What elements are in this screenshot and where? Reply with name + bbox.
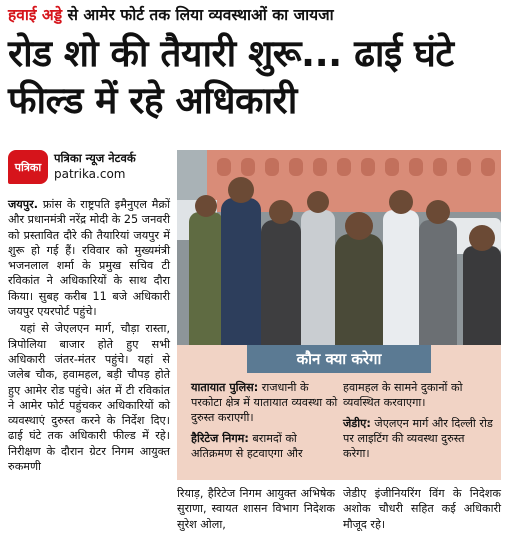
paragraph-1-text: फ्रांस के राष्ट्रपति इमैनुएल मैक्रों और प्रधानमंत्री नरेंद्र मोदी के 25 जनवरी को प्रस्तावित दौरे की तैयारियां जयपुर में शुरू हो गई हैं। रविवार को मुख्यमंत्री भजनलाल शर्मा के प्रमुख सचिव टी रविकांत ने अधिकारियों के साथ दौरा किया। सुबह करीब 11 बजे अधिकारी जयपुर एयरपोर्ट पहुंचे।: [8, 198, 170, 319]
panel-item-text: बरामदों को अतिक्रमण से हटवाएगा और: [191, 432, 303, 460]
headline: रोड शो की तैयारी शुरू... ढाई घंटे फील्ड में रहे अधिकारी: [8, 32, 454, 122]
article-continuation-2: जेडीए इंजीनियरिंग विंग के निदेशक अशोक चौधरी सहित कई अधिकारी मौजूद रहे।: [343, 487, 501, 531]
photo-illustration: [177, 150, 501, 370]
panel-column-right: [343, 380, 493, 467]
website-link[interactable]: patrika.com: [54, 167, 126, 181]
panel-item-heritage-cont: [343, 380, 493, 410]
panel-item-traffic-police: [191, 380, 341, 425]
article-body-left: [8, 197, 170, 476]
news-photo: [177, 150, 501, 370]
panel-item-text: हवामहल के सामने दुकानों को व्यवस्थित करवाएगा।: [343, 381, 463, 409]
panel-column-left: [191, 380, 341, 467]
paragraph-2: यहां से जेएलएन मार्ग, चौड़ा रास्ता, त्रिपोलिया बाजार होते हुए सभी अधिकारी जंतर-मंतर पहुंचे। यहां से जलेब चौक, हवामहल, बड़ी चौपड़ होते हुए आमेर रोड पहुंचे। अंत में टी रविकांत ने आमेर फोर्ट पहुंचकर अधिकारियों को व्यवस्थाएं दुरुस्त करने के निर्देश दिए। ढाई घंटे तक अधिकारी फील्ड में रहे। निरीक्षण के दौरान ग्रेटर निगम आयुक्त रुकमणी: [8, 322, 170, 474]
panel-item-label: जेडीए:: [343, 417, 371, 430]
panel-item-text: जेएलएन मार्ग और दिल्ली रोड पर लाइटिंग की व्यवस्था दुरुस्त करेगा।: [343, 417, 493, 460]
panel-item-heritage-nigam: [191, 431, 341, 461]
byline: [8, 150, 178, 184]
panel-item-label: यातायात पुलिस:: [191, 381, 259, 394]
news-network: पत्रिका न्यूज नेटवर्क: [54, 151, 136, 165]
panel-item-jda: [343, 416, 493, 461]
patrika-logo: पत्रिका: [8, 150, 48, 184]
kicker-red: हवाई अड्डे: [8, 6, 63, 24]
dateline: जयपुर.: [8, 198, 38, 211]
panel-item-label: हैरिटेज निगम:: [191, 432, 249, 445]
paragraph-1: [8, 197, 170, 319]
panel-title: कौन क्या करेगा: [247, 345, 431, 373]
panel-item-text: राजधानी के परकोटा क्षेत्र में यातायात व्यवस्था को दुरुस्त कराएगी।: [191, 381, 338, 424]
kicker-line: [8, 4, 503, 26]
kicker-black: से आमेर फोर्ट तक लिया व्यवस्थाओं का जायजा: [62, 6, 334, 24]
article-continuation-1: रियाड़, हैरिटेज निगम आयुक्त अभिषेक सुराणा, स्वायत शासन विभाग निदेशक सुरेश ओला,: [177, 487, 335, 531]
who-does-what-panel: [177, 345, 501, 480]
